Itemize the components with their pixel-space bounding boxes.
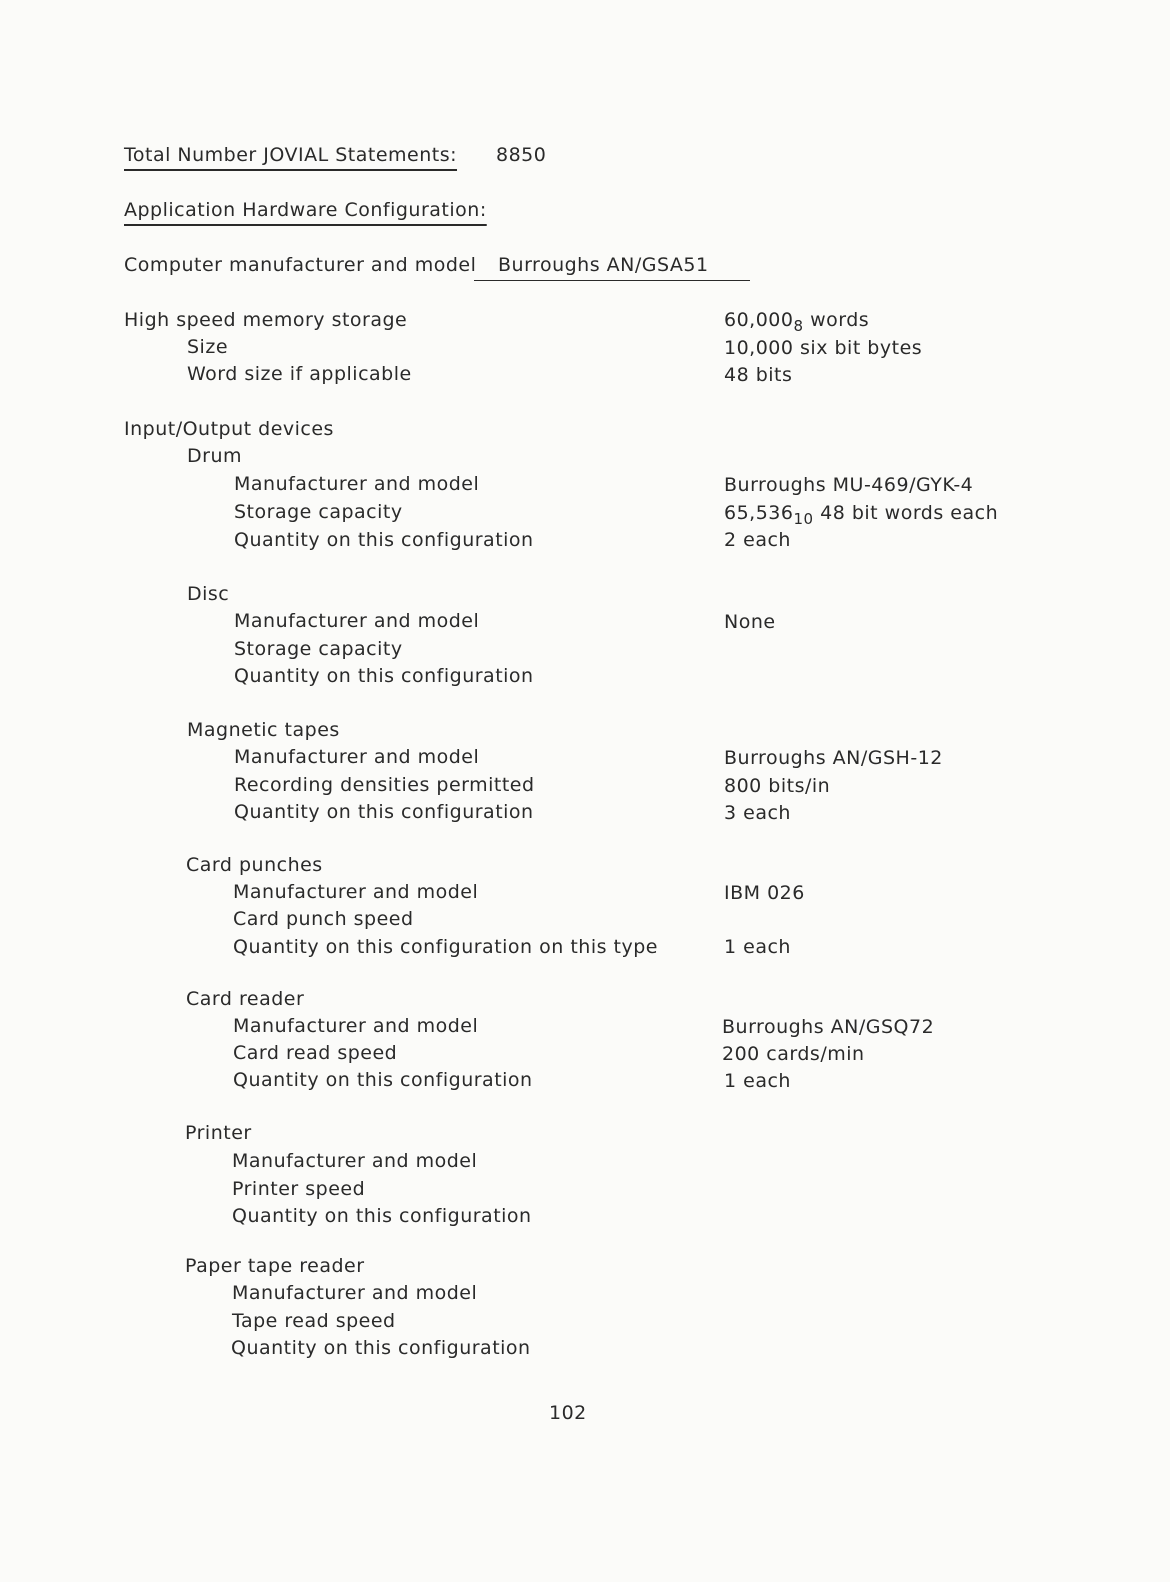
drum-capacity-label: Storage capacity: [234, 501, 403, 523]
tapes-density-label: Recording densities permitted: [234, 774, 535, 796]
reader-manufacturer-value: Burroughs AN/GSQ72: [722, 1016, 935, 1038]
io-title: Input/Output devices: [124, 418, 334, 440]
reader-manufacturer-label: Manufacturer and model: [233, 1015, 479, 1037]
hardware-config-title: Application Hardware Configuration:: [124, 199, 487, 221]
tapes-title: Magnetic tapes: [187, 719, 340, 741]
reader-speed-label: Card read speed: [233, 1042, 398, 1064]
page-number: 102: [549, 1402, 587, 1424]
drum-title: Drum: [187, 445, 242, 467]
computer-value-underline: [474, 280, 750, 281]
memory-value-bits: 48 bits: [724, 364, 793, 386]
reader-quantity-label: Quantity on this configuration: [233, 1069, 533, 1091]
punches-title: Card punches: [186, 854, 323, 876]
paper-tape-quantity-label: Quantity on this configuration: [231, 1337, 531, 1359]
disc-capacity-label: Storage capacity: [234, 638, 403, 660]
drum-capacity-value: $65,536_{10}$ 48 bit words each: [724, 502, 999, 528]
punches-speed-label: Card punch speed: [233, 908, 414, 930]
disc-quantity-label: Quantity on this configuration: [234, 665, 534, 687]
computer-label: Computer manufacturer and model: [124, 254, 477, 276]
reader-quantity-value: 1 each: [724, 1070, 791, 1092]
drum-quantity-value: 2 each: [724, 529, 791, 551]
memory-value-bytes: 10,000 six bit bytes: [724, 337, 923, 359]
drum-quantity-label: Quantity on this configuration: [234, 529, 534, 551]
reader-title: Card reader: [186, 988, 305, 1010]
computer-value: Burroughs AN/GSA51: [498, 254, 709, 276]
punches-quantity-value: 1 each: [724, 936, 791, 958]
tapes-manufacturer-label: Manufacturer and model: [234, 746, 480, 768]
punches-quantity-label: Quantity on this configuration on this type: [233, 936, 658, 958]
punches-manufacturer-label: Manufacturer and model: [233, 881, 479, 903]
tapes-density-value: 800 bits/in: [724, 775, 831, 797]
memory-size-label: Size: [187, 336, 229, 358]
printer-speed-label: Printer speed: [232, 1178, 366, 1200]
disc-manufacturer-label: Manufacturer and model: [234, 610, 480, 632]
total-statements-value: 8850: [496, 144, 547, 166]
memory-word-size-label: Word size if applicable: [187, 363, 412, 385]
printer-title: Printer: [185, 1122, 252, 1144]
disc-title: Disc: [187, 583, 230, 605]
disc-manufacturer-value: None: [724, 611, 776, 633]
printer-quantity-label: Quantity on this configuration: [232, 1205, 532, 1227]
memory-value-words: $60,000_8$ words: [724, 309, 870, 335]
printer-manufacturer-label: Manufacturer and model: [232, 1150, 478, 1172]
drum-manufacturer-value: Burroughs MU-469/GYK-4: [724, 474, 974, 496]
total-statements-label: Total Number JOVIAL Statements:: [124, 144, 458, 166]
tapes-quantity-label: Quantity on this configuration: [234, 801, 534, 823]
tapes-manufacturer-value: Burroughs AN/GSH-12: [724, 747, 943, 769]
drum-manufacturer-label: Manufacturer and model: [234, 473, 480, 495]
memory-title: High speed memory storage: [124, 309, 408, 331]
paper-tape-manufacturer-label: Manufacturer and model: [232, 1282, 478, 1304]
reader-speed-value: 200 cards/min: [722, 1043, 865, 1065]
tapes-quantity-value: 3 each: [724, 802, 791, 824]
punches-manufacturer-value: IBM 026: [724, 882, 805, 904]
paper-tape-speed-label: Tape read speed: [232, 1310, 396, 1332]
paper-tape-title: Paper tape reader: [185, 1255, 365, 1277]
